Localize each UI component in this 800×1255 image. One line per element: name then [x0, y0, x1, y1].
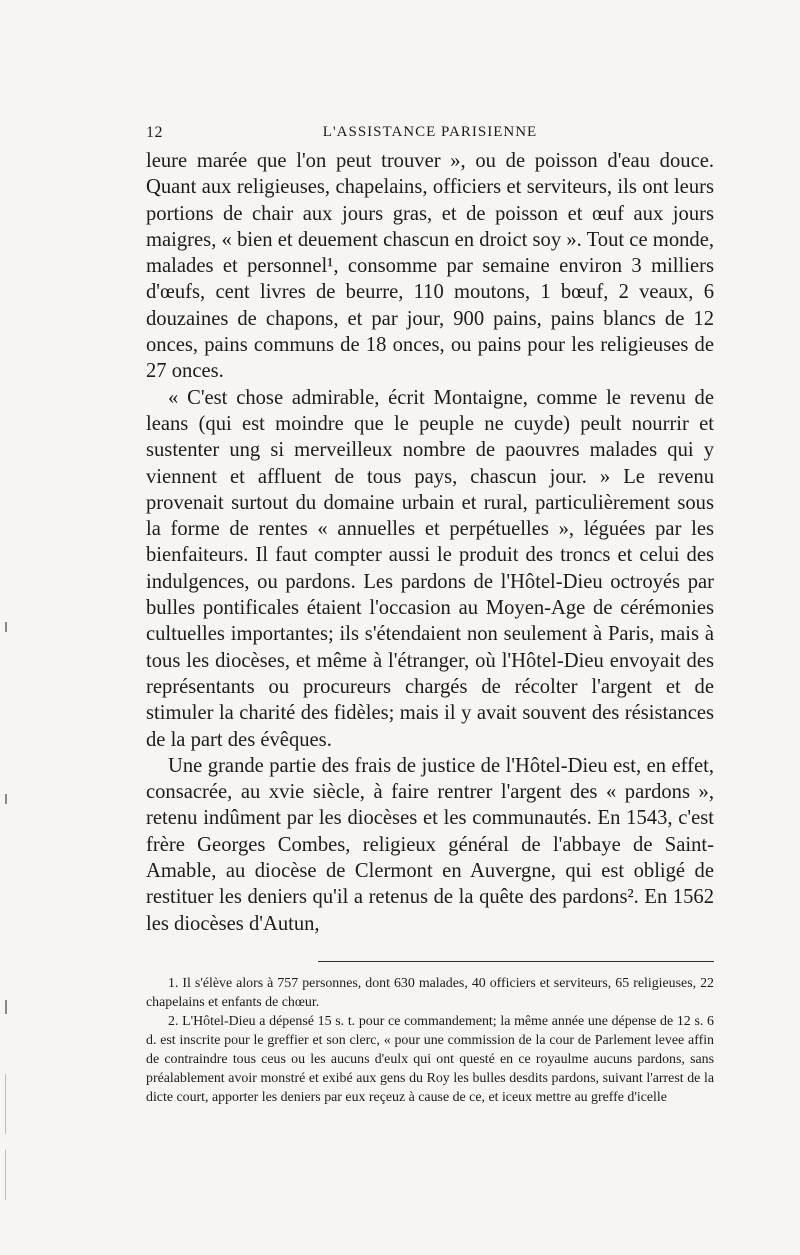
margin-mark — [5, 1074, 6, 1134]
page-header — [146, 124, 714, 146]
footnote: 2. L'Hôtel-Dieu a dépensé 15 s. t. pour ce commandement; la même année une dépense de 12 s. 6 d. est inscrite pour le greffier et son clerc, « pour une commission de la cour de Parlement levee affin de contraindre tous ceus ou les aucuns d'eulx qui ont questé en ce royaulme aucuns pardons, sans préalablement avoir monstré et exibé aux gens du Roy les bulles desdits pardons, suivant l'arrest de la dicte court, apporter les deniers par eux reçeuz à cause de ce, et iceux mettre au greffe d'icelle — [146, 1014, 714, 1105]
footnote-divider — [318, 961, 714, 962]
margin-mark — [5, 622, 7, 632]
footnotes — [146, 974, 714, 1107]
running-title: L'ASSISTANCE PARISIENNE — [322, 124, 538, 140]
margin-mark — [5, 1150, 6, 1200]
paragraph: Une grande partie des frais de justice de l'Hôtel-Dieu est, en effet, consacrée, au xvie siècle, à faire rentrer l'argent des « pardons », retenu indûment par les diocèses et les communautés. En 1543, c'est frère Georges Combes, religieux général de l'abbaye de Saint-Amable, au diocèse de Clermont en Auvergne, qui est obligé de restituer les deniers qu'il a retenus de la quête des pardons². En 1562 les diocèses d'Autun, — [146, 754, 714, 935]
main-text — [146, 148, 714, 937]
margin-mark — [5, 1000, 7, 1014]
paragraph: « C'est chose admirable, écrit Montaigne, comme le revenu de leans (qui est moindre que le peuple ne cuyde) peult nourrir et sustenter ung si merveilleux nombre de paouvres malades qui y viennent et affluent de tous pays, chascun jour. » Le revenu provenait surtout du domaine urbain et rural, particulièrement sous la forme de rentes « annuelles et perpétuelles », léguées par les bienfaiteurs. Il faut compter aussi le produit des troncs et celui des indulgences, ou pardons. Les pardons de l'Hôtel-Dieu octroyés par bulles pontificales étaient l'occasion au Moyen-Age de cérémonies cultuelles importantes; ils s'étendaient non seulement à Paris, mais à tous les diocèses, et même à l'étranger, où l'Hôtel-Dieu envoyait des représentants ou procureurs chargés de récolter l'argent et de stimuler la charité des fidèles; mais il y avait souvent des résistances de la part des évêques. — [146, 386, 714, 751]
page-number: 12 — [146, 124, 163, 141]
margin-mark — [5, 794, 7, 804]
footnote: 1. Il s'élève alors à 757 personnes, dont 630 malades, 40 officiers et serviteurs, 65 religieuses, 22 chapelains et enfants de chœur. — [146, 976, 714, 1010]
paragraph: leure marée que l'on peut trouver », ou de poisson d'eau douce. Quant aux religieuses, chapelains, officiers et serviteurs, ils ont leurs portions de chair aux jours gras, et de poisson et œuf aux jours maigres, « bien et deuement chascun en droict soy ». Tout ce monde, malades et personnel¹, consomme par semaine environ 3 milliers d'œufs, cent livres de beurre, 110 moutons, 1 bœuf, 2 veaux, 6 douzaines de chapons, et par jour, 900 pains, pains blancs de 12 onces, pains communs de 18 onces, ou pains pour les religieuses de 27 onces. — [146, 150, 714, 383]
